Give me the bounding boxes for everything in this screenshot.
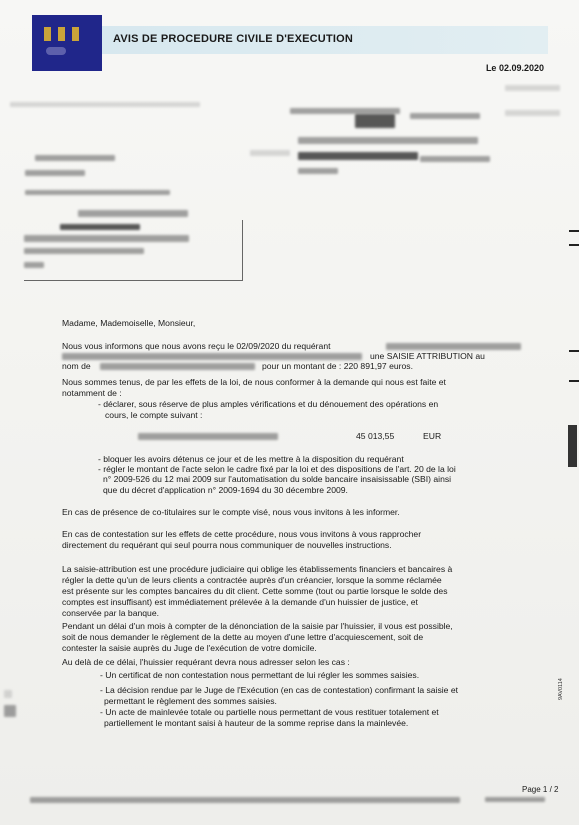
paragraph-line: contester la saisie auprès du Juge de l'exécution de votre domicile. xyxy=(62,643,317,653)
redacted-text xyxy=(24,248,144,254)
redacted-text xyxy=(138,433,278,440)
edge-mark xyxy=(569,244,579,246)
greeting: Madame, Mademoiselle, Monsieur, xyxy=(62,318,196,328)
bullet-line: que du décret d'application n° 2009-1694 du 30 décembre 2009. xyxy=(103,485,348,495)
paragraph-line: conservée par la banque. xyxy=(62,608,159,618)
edge-mark xyxy=(569,230,579,232)
paragraph-line: Nous vous informons que nous avons reçu le 02/09/2020 du requérant xyxy=(62,341,331,351)
redacted-text xyxy=(505,110,560,116)
paragraph-line: soit de nous demander le règlement de la dette au moyen d'une lettre d'acquiescement, soit de xyxy=(62,632,424,642)
paragraph-line: notamment de : xyxy=(62,388,122,398)
redacted-text xyxy=(35,155,115,161)
scan-mark xyxy=(4,705,16,717)
redacted-text xyxy=(25,170,85,176)
paragraph-line: En cas de contestation sur les effets de cette procédure, nous vous invitons à vous rapprocher xyxy=(62,529,422,539)
paragraph-line: En cas de présence de co-titulaires sur le compte visé, nous vous invitons à les informer. xyxy=(62,507,400,517)
redacted-text xyxy=(10,102,200,107)
bullet-line: - régler le montant de l'acte selon le cadre fixé par la loi et des dispositions de l'art. 20 de la loi xyxy=(98,464,456,474)
redacted-text xyxy=(420,156,490,162)
paragraph-line: Au delà de ce délai, l'huissier requérant devra nous adresser selon les cas : xyxy=(62,657,350,667)
redacted-text xyxy=(24,235,189,242)
redacted-text xyxy=(298,137,478,144)
bank-logo xyxy=(32,15,102,71)
case-line: - La décision rendue par le Juge de l'Exécution (en cas de contestation) confirmant la saisie et xyxy=(100,685,459,695)
case-line: - Un acte de mainlevée totale ou partielle nous permettant de vous restituer totalement et xyxy=(100,707,439,717)
paragraph-line: La saisie-attribution est une procédure judiciaire qui oblige les établissements financiers et bancaires à xyxy=(62,564,453,574)
redacted-text xyxy=(485,797,545,802)
document-title: AVIS DE PROCEDURE CIVILE D'EXECUTION xyxy=(113,33,354,45)
logo-mark xyxy=(72,27,79,41)
account-amount: 45 013,55 xyxy=(356,431,395,441)
redacted-text xyxy=(505,85,560,91)
document-date: Le 02.09.2020 xyxy=(485,63,544,73)
logo-mark xyxy=(44,27,51,41)
logo-mark xyxy=(46,47,66,55)
logo-mark xyxy=(58,27,65,41)
redacted-text xyxy=(100,363,255,370)
redacted-text xyxy=(410,113,480,119)
redacted-text xyxy=(78,210,188,217)
paragraph-line: comptes est insuffisant) est immédiatement prélevée à la demande d'un huissier de justice, et xyxy=(62,597,418,607)
address-window xyxy=(24,220,243,281)
case-line: - Un certificat de non contestation nous permettant de lui régler les sommes saisies. xyxy=(100,670,420,680)
redacted-text xyxy=(386,343,521,350)
side-reference-code: 9AV0114 xyxy=(558,678,564,700)
bullet-line: - bloquer les avoirs détenus ce jour et de les mettre à la disposition du requérant xyxy=(98,454,404,464)
case-line: permettant le règlement des sommes saisies. xyxy=(104,696,277,706)
redacted-text xyxy=(62,353,362,360)
page-number: Page 1 / 2 xyxy=(522,785,559,794)
redacted-text xyxy=(298,152,418,160)
paragraph-line: Pendant un délai d'un mois à compter de la dénonciation de la saisie par l'huissier, il vous est possible, xyxy=(62,621,453,631)
paragraph-line: est présente sur les comptes bancaires du dit client. Cette somme (tout ou partie lorsque le solde des xyxy=(62,586,448,596)
paragraph-line: régler la dette qu'un de leurs clients a contractée auprès d'un créancier, lorsque la somme réclamée xyxy=(62,575,442,585)
redacted-text xyxy=(250,150,290,156)
edge-mark xyxy=(569,380,579,382)
paragraph-line: une SAISIE ATTRIBUTION au xyxy=(370,351,485,361)
edge-mark xyxy=(569,350,579,352)
paragraph-line: directement du requérant qui seul pourra nous communiquer de nouvelles instructions. xyxy=(62,540,392,550)
paragraph-line: Nous sommes tenus, de par les effets de la loi, de nous conformer à la demande qui nous est faite et xyxy=(62,377,446,387)
paragraph-line: pour un montant de : 220 891,97 euros. xyxy=(262,361,413,371)
redacted-text xyxy=(355,114,395,128)
paragraph-line: nom de xyxy=(62,361,91,371)
scan-mark xyxy=(4,690,12,698)
bullet-line: cours, le compte suivant : xyxy=(105,410,203,420)
redacted-text xyxy=(298,168,338,174)
case-line: partiellement le montant saisi à hauteur de la somme reprise dans la mainlevée. xyxy=(104,718,409,728)
account-currency: EUR xyxy=(423,431,442,441)
redacted-text xyxy=(30,797,460,803)
redacted-text xyxy=(25,190,170,195)
bullet-line: - déclarer, sous réserve de plus amples vérifications et du dénouement des opérations en xyxy=(98,399,439,409)
edge-label xyxy=(568,425,577,467)
bullet-line: n° 2009-526 du 12 mai 2009 sur l'automatisation du solde bancaire insaisissable (SBI) ainsi xyxy=(103,474,452,484)
redacted-text xyxy=(24,262,44,268)
